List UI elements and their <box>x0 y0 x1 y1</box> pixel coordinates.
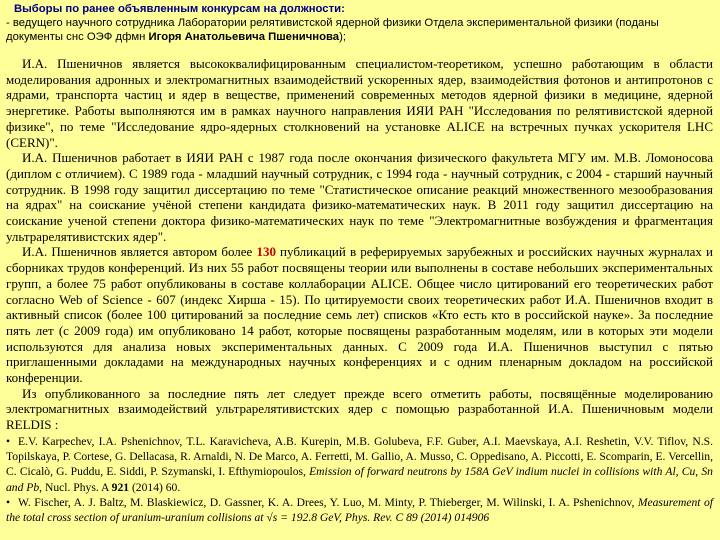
reference-journal: , Nucl. Phys. A <box>39 480 112 494</box>
reference-title: Emission of forward neutrons by 158A GeV indium nuclei in collisions with Al, Cu, Sn and Pb <box>6 465 713 494</box>
publications-text-after: публикаций в реферируемых зарубежных и российских научных журналах и сборниках трудов конференций. Из них 55 работ посвящены теории или выполнены в составе небольших экспериментальных групп, а более 75 работ опубликованы в составе коллаборации ALICE. Общее число цитирований его теоретических работ согласно Web of Science - 607 (индекс Хирша - 15). По цитируемости своих теоретических работ И.А. Пшеничнов входит в активный список (более 100 цитирований за последние семь лет) списков «Кто есть кто в российской науке». За последние пять лет (с 2009 года) им опубликовано 14 работ, которые посвящены разработанным моделям, или в которых эти модели используются для анализа новых экспериментальных данных. С 2009 года И.А. Пшеничнов выступил с пятью приглашенными докладами на международных научных конференциях и с одним пленарным докладом на российской конференции. <box>6 244 713 386</box>
document-header <box>6 2 714 45</box>
reference-volume: 921 <box>111 480 130 494</box>
header-candidate-line <box>6 30 714 44</box>
header-title: Выборы по ранее объявленным конкурсам на должности: <box>14 3 345 15</box>
reference-list <box>6 434 713 526</box>
reference-journal: = 192.8 GeV, Phys. Rev. C 89 (2014) 014906 <box>277 511 490 525</box>
reference-authors: E.V. Karpechev, I.A. Pshenichnov, T.L. Karavicheva, A.B. Kurepin, M.B. Golubeva, F.F. Guber, A.I. Maevskaya, A.I. Reshetin, V.V. Tiflov, N.S. Topilskaya, P. Cortese, G. Dellacasa, R. Arnaldi, N. De Marco, A. Ferretti, M. Gallio, A. Musso, C. Oppedisano, A. Piccotti, E. Scomparin, E. Vercellin, C. Cicalò, G. Puddu, E. Siddi, P. Szymanski, I. Efthymiopoulos, <box>6 434 713 479</box>
bullet-icon: • <box>6 434 11 448</box>
header-position-line: - ведущего научного сотрудника Лаборатории релятивистской ядерной физики Отдела экспериментальной физики (поданы <box>6 17 659 30</box>
paragraph-reldis-intro: Из опубликованного за последние пять лет следует прежде всего отметить работы, посвящённые моделированию электромагнитных взаимодействий ультрарелятивистских ядер с помощью разработанной И.А. Пшеничновым модели RELDIS : <box>6 385 713 433</box>
header-candidate-prefix: документы снс ОЭФ дфмн <box>6 31 149 44</box>
reference-item <box>6 434 713 495</box>
publication-count: 130 <box>256 244 276 260</box>
paragraph-publications <box>6 244 713 385</box>
paragraph-specialization: И.А. Пшеничнов является высококвалифицированным специалистом-теоретиком, успешно работающим в области моделирования адронных и электромагнитных взаимодействий ускоренных ядер, взаимодействия фотонов и антипротонов с ядрами, транспорта частиц и ядер в веществе, применений современных методов ядерной физики в медицине, ядерной энергетике. Работы выполняются им в рамках научного направления ИЯИ РАН "Исследования по релятивистской ядерной физике", по теме "Исследование ядро-ядерных столкновений на установке ALICE на встречных пучках ускорителя LHC (CERN)". <box>6 56 713 150</box>
bullet-icon: • <box>6 496 11 510</box>
reference-year-page: (2014) 60. <box>129 480 181 494</box>
publications-text-before: И.А. Пшеничнов является автором более <box>22 244 257 260</box>
paragraph-career: И.А. Пшеничнов работает в ИЯИ РАН с 1987 года после окончания физического факультета МГУ им. М.В. Ломоносова (диплом с отличием). С 1989 года - младший научный сотрудник, с 1994 года - научный сотрудник, с 2004 - старший научный сотрудник. В 1998 году защитил диссертацию по теме "Статистическое описание реакций множественного мезообразования на ядрах" на соискание учёной степени кандидата физико-математических наук. В 2011 году защитил диссертацию на соискание ученой степени доктора физико-математических наук по теме "Электромагнитные возбуждения и фрагментация ультрарелятивистских ядер". <box>6 150 713 244</box>
reference-item <box>6 495 713 526</box>
reference-title: Measurement of the total cross section of uranium-uranium collisions at √s <box>6 496 713 525</box>
document-body <box>6 56 713 526</box>
candidate-name: Игоря Анатольевича Пшеничнова <box>148 31 340 44</box>
header-candidate-suffix: ); <box>339 31 346 44</box>
reference-authors: W. Fischer, A. J. Baltz, M. Blaskiewicz, D. Gassner, K. A. Drees, Y. Luo, M. Minty, P. Thieberger, M. Wilinski, I. A. Pshenichnov, <box>18 496 635 510</box>
